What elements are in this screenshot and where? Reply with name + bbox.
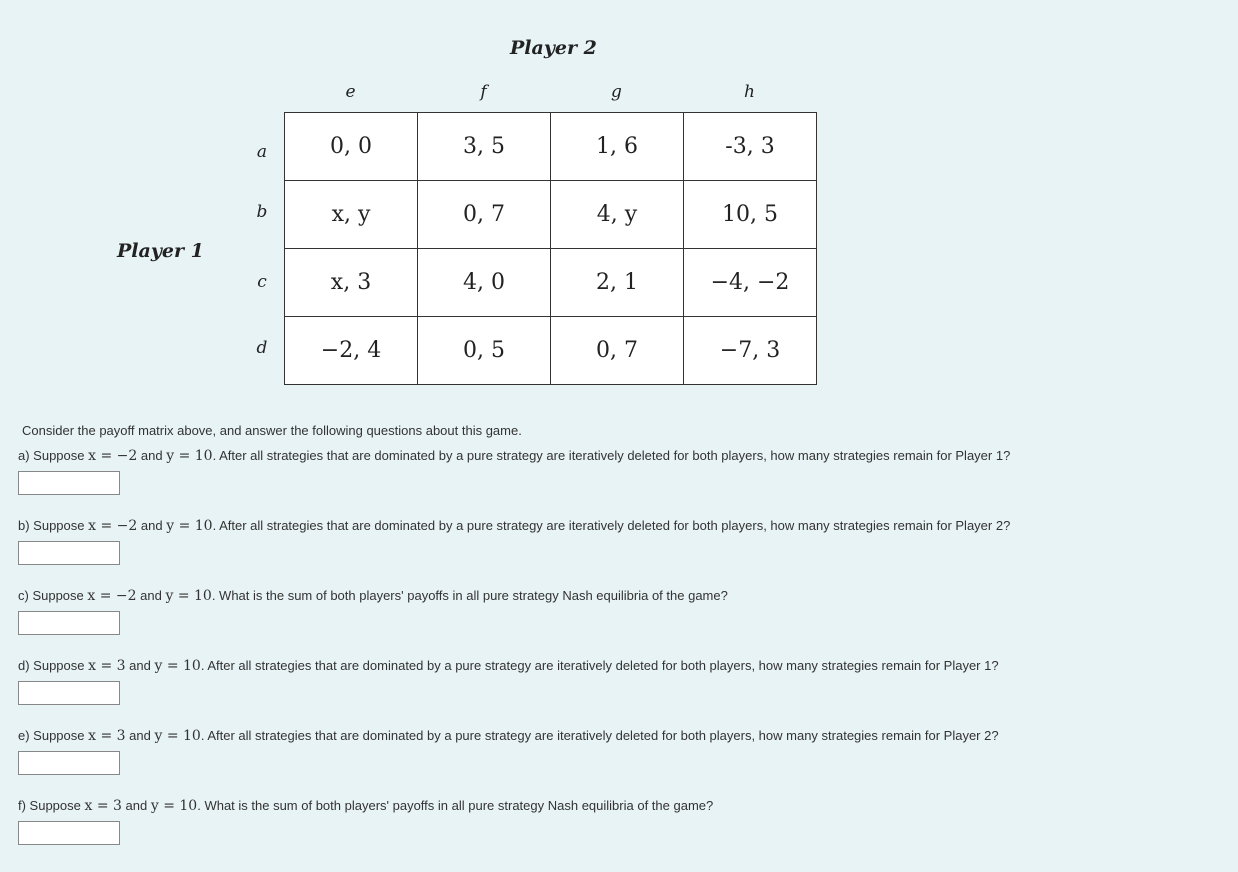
question-a-text <box>18 448 1228 464</box>
question-a-x-expr: x = −2 <box>88 448 138 464</box>
intro-text: Consider the payoff matrix above, and answer the following questions about this game. <box>22 423 522 438</box>
payoff-cell-b-f: 0, 7 <box>418 181 551 249</box>
answer-input-f[interactable] <box>18 821 120 845</box>
question-a-y-expr: y = 10 <box>166 448 213 464</box>
question-c-y-expr: y = 10 <box>165 588 212 604</box>
payoff-matrix <box>284 112 817 385</box>
matrix-row-b <box>285 181 817 249</box>
question-d-prefix: d) Suppose <box>18 658 89 673</box>
payoff-cell-a-f: 3, 5 <box>418 113 551 181</box>
payoff-cell-a-e: 0, 0 <box>285 113 418 181</box>
question-c-and: and <box>136 588 166 603</box>
payoff-cell-a-g: 1, 6 <box>551 113 684 181</box>
question-f-text <box>18 798 1228 814</box>
answer-input-e[interactable] <box>18 751 120 775</box>
player1-label: Player 1 <box>117 240 204 262</box>
answer-input-b[interactable] <box>18 541 120 565</box>
question-e-text <box>18 728 1228 744</box>
payoff-cell-a-h: -3, 3 <box>684 113 817 181</box>
answer-input-c[interactable] <box>18 611 120 635</box>
question-d-text <box>18 658 1228 674</box>
question-d-y-expr: y = 10 <box>154 658 201 674</box>
question-c-text <box>18 588 1228 604</box>
matrix-row-a <box>285 113 817 181</box>
question-b-y-expr: y = 10 <box>166 518 213 534</box>
question-f <box>18 798 1228 868</box>
question-b-rest: . After all strategies that are dominated by a pure strategy are iteratively deleted for both players, how many strategies remain for Player 2? <box>212 518 1011 533</box>
row-header-b: b <box>256 202 268 222</box>
column-header-f: f <box>480 82 487 102</box>
column-header-h: h <box>744 82 755 102</box>
question-c-rest: . What is the sum of both players' payoffs in all pure strategy Nash equilibria of the game? <box>211 588 728 603</box>
question-c <box>18 588 1228 658</box>
column-header-g: g <box>611 82 622 102</box>
payoff-cell-b-h: 10, 5 <box>684 181 817 249</box>
payoff-cell-c-h: −4, −2 <box>684 249 817 317</box>
payoff-cell-b-e: x, y <box>285 181 418 249</box>
question-b <box>18 518 1228 588</box>
question-d-x-expr: x = 3 <box>88 658 126 674</box>
question-e <box>18 728 1228 798</box>
answer-input-d[interactable] <box>18 681 120 705</box>
question-f-x-expr: x = 3 <box>84 798 122 814</box>
matrix-row-c <box>285 249 817 317</box>
question-f-prefix: f) Suppose <box>18 798 85 813</box>
payoff-cell-c-g: 2, 1 <box>551 249 684 317</box>
row-header-a: a <box>256 142 268 162</box>
payoff-cell-d-g: 0, 7 <box>551 317 684 385</box>
question-f-y-expr: y = 10 <box>150 798 198 814</box>
payoff-cell-c-e: x, 3 <box>285 249 418 317</box>
question-a-and: and <box>137 448 167 463</box>
row-header-c: c <box>257 272 267 292</box>
question-b-x-expr: x = −2 <box>88 518 138 534</box>
question-e-y-expr: y = 10 <box>154 728 201 744</box>
payoff-cell-d-f: 0, 5 <box>418 317 551 385</box>
payoff-cell-c-f: 4, 0 <box>418 249 551 317</box>
question-c-x-expr: x = −2 <box>87 588 137 604</box>
question-a-rest: . After all strategies that are dominated by a pure strategy are iteratively deleted for both players, how many strategies remain for Player 1? <box>212 448 1011 463</box>
question-b-prefix: b) Suppose <box>18 518 89 533</box>
question-b-and: and <box>137 518 167 533</box>
question-e-rest: . After all strategies that are dominated by a pure strategy are iteratively deleted for both players, how many strategies remain for Player 2? <box>200 728 999 743</box>
question-a <box>18 448 1228 518</box>
question-d-and: and <box>125 658 155 673</box>
question-e-and: and <box>125 728 155 743</box>
question-f-rest: . What is the sum of both players' payoffs in all pure strategy Nash equilibria of the game? <box>197 798 714 813</box>
payoff-cell-b-g: 4, y <box>551 181 684 249</box>
row-header-d: d <box>256 338 268 358</box>
question-e-prefix: e) Suppose <box>18 728 89 743</box>
player2-label: Player 2 <box>510 37 597 59</box>
question-d <box>18 658 1228 728</box>
question-e-x-expr: x = 3 <box>88 728 126 744</box>
question-b-text <box>18 518 1228 534</box>
question-c-prefix: c) Suppose <box>18 588 88 603</box>
matrix-row-d <box>285 317 817 385</box>
answer-input-a[interactable] <box>18 471 120 495</box>
column-header-e: e <box>345 82 356 102</box>
question-d-rest: . After all strategies that are dominated by a pure strategy are iteratively deleted for both players, how many strategies remain for Player 1? <box>200 658 999 673</box>
question-a-prefix: a) Suppose <box>18 448 89 463</box>
question-list <box>18 423 1228 868</box>
question-f-and: and <box>121 798 151 813</box>
payoff-cell-d-h: −7, 3 <box>684 317 817 385</box>
payoff-cell-d-e: −2, 4 <box>285 317 418 385</box>
